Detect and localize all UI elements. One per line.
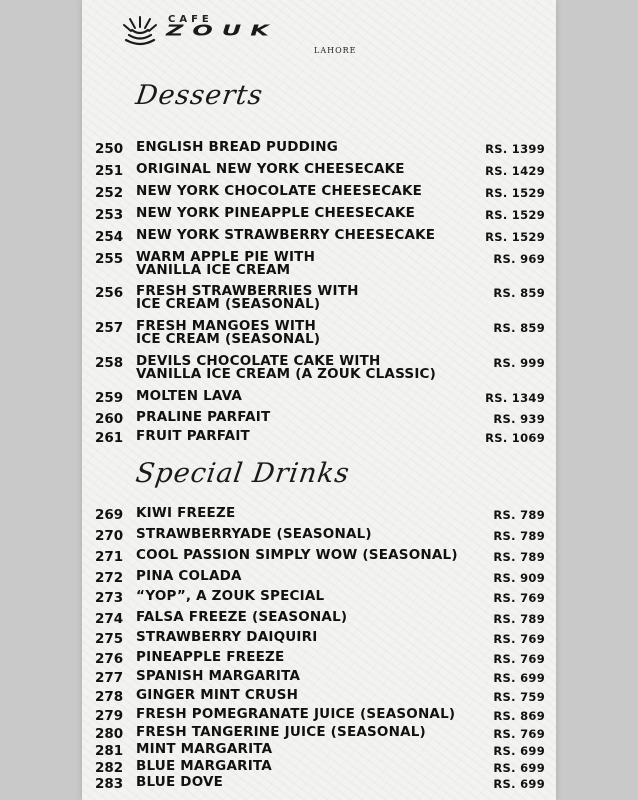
item-name-line: DEVILS CHOCOLATE CAKE WITH [136, 353, 381, 369]
item-name-line: FRESH TANGERINE JUICE (SEASONAL) [136, 724, 426, 740]
item-name-line-2: VANILLA ICE CREAM (A ZOUK CLASSIC) [136, 366, 437, 382]
item-name-line: “YOP”, A ZOUK SPECIAL [136, 588, 325, 604]
item-number: 277 [95, 670, 124, 686]
item-number: 273 [95, 590, 124, 606]
item-number: 270 [95, 528, 124, 544]
desserts-title: Desserts [133, 80, 266, 111]
item-price: RS. 1529 [485, 186, 545, 200]
item-price: RS. 789 [493, 550, 545, 564]
item-name-line: ENGLISH BREAD PUDDING [136, 139, 339, 155]
item-name [136, 631, 496, 644]
item-price: RS. 869 [493, 709, 545, 723]
item-name-line-2: ICE CREAM (SEASONAL) [136, 296, 321, 312]
item-name-line: STRAWBERRYADE (SEASONAL) [136, 526, 372, 542]
item-price: RS. 1529 [485, 230, 545, 244]
item-price: RS. 999 [493, 356, 545, 370]
item-name-line-2: VANILLA ICE CREAM [136, 262, 291, 278]
item-number: 254 [95, 229, 124, 245]
item-name [136, 570, 496, 583]
item-name-line: PINEAPPLE FREEZE [136, 649, 285, 665]
item-name [136, 590, 496, 603]
item-price: RS. 859 [493, 321, 545, 335]
item-number: 260 [95, 411, 124, 427]
item-name [136, 611, 496, 624]
item-number: 253 [95, 207, 124, 223]
item-name [136, 549, 496, 562]
item-name [136, 207, 496, 220]
cafe-zouk-logo [122, 12, 362, 58]
item-name-line: GINGER MINT CRUSH [136, 687, 299, 703]
item-price: RS. 1529 [485, 208, 545, 222]
item-price: RS. 939 [493, 412, 545, 426]
item-name [136, 689, 496, 702]
item-name [136, 430, 496, 443]
item-number: 252 [95, 185, 124, 201]
item-name-line: FRESH POMEGRANATE JUICE (SEASONAL) [136, 706, 456, 722]
item-name [136, 528, 496, 541]
item-name [136, 651, 496, 664]
item-price: RS. 789 [493, 508, 545, 522]
item-number: 258 [95, 355, 124, 371]
item-name-line-2: ICE CREAM (SEASONAL) [136, 331, 321, 347]
logo-cafe-text: CAFE [168, 14, 213, 25]
menu-page [82, 0, 556, 800]
item-name [136, 743, 496, 756]
item-name [136, 185, 496, 198]
item-name-line: SPANISH MARGARITA [136, 668, 301, 684]
item-number: 256 [95, 285, 124, 301]
item-number: 271 [95, 549, 124, 565]
item-price: RS. 909 [493, 571, 545, 585]
item-name [136, 390, 496, 403]
item-number: 269 [95, 507, 124, 523]
item-number: 257 [95, 320, 124, 336]
item-number: 282 [95, 760, 124, 776]
item-name [136, 141, 496, 154]
item-name [136, 411, 496, 424]
item-number: 280 [95, 726, 124, 742]
item-number: 275 [95, 631, 124, 647]
item-price: RS. 699 [493, 744, 545, 758]
item-number: 259 [95, 390, 124, 406]
item-name-line: MINT MARGARITA [136, 741, 273, 757]
special-drinks-title: Special Drinks [133, 458, 352, 489]
item-name-line: FRUIT PARFAIT [136, 428, 250, 444]
item-name [136, 726, 496, 739]
item-name [136, 708, 496, 721]
item-price: RS. 1069 [485, 431, 545, 445]
item-price: RS. 1349 [485, 391, 545, 405]
item-number: 274 [95, 611, 124, 627]
item-name-line: COOL PASSION SIMPLY WOW (SEASONAL) [136, 547, 458, 563]
item-name-line: WARM APPLE PIE WITH [136, 249, 316, 265]
logo-zouk-text: ZOUK [166, 22, 278, 40]
item-number: 251 [95, 163, 124, 179]
item-name [136, 229, 496, 242]
item-number: 283 [95, 776, 124, 792]
item-number: 281 [95, 743, 124, 759]
item-name [136, 320, 496, 346]
item-name-line: MOLTEN LAVA [136, 388, 243, 404]
item-name [136, 670, 496, 683]
item-price: RS. 1429 [485, 164, 545, 178]
item-name-line: STRAWBERRY DAIQUIRI [136, 629, 318, 645]
item-price: RS. 769 [493, 727, 545, 741]
sun-fan-logo-icon [122, 14, 158, 50]
item-name-line: FALSA FREEZE (SEASONAL) [136, 609, 348, 625]
item-price: RS. 1399 [485, 142, 545, 156]
item-name-line: PINA COLADA [136, 568, 242, 584]
item-price: RS. 769 [493, 652, 545, 666]
item-number: 261 [95, 430, 124, 446]
item-name-line: FRESH MANGOES WITH [136, 318, 316, 334]
item-number: 279 [95, 708, 124, 724]
item-price: RS. 789 [493, 529, 545, 543]
item-price: RS. 699 [493, 777, 545, 791]
item-number: 255 [95, 251, 124, 267]
item-name [136, 285, 496, 311]
item-name-line: BLUE DOVE [136, 774, 224, 790]
item-name [136, 355, 496, 381]
item-number: 272 [95, 570, 124, 586]
item-name-line: NEW YORK CHOCOLATE CHEESECAKE [136, 183, 423, 199]
item-name-line: NEW YORK STRAWBERRY CHEESECAKE [136, 227, 436, 243]
item-name-line: FRESH STRAWBERRIES WITH [136, 283, 359, 299]
item-name [136, 760, 496, 773]
logo-city-text: LAHORE [314, 46, 357, 55]
item-name-line: KIWI FREEZE [136, 505, 236, 521]
item-name [136, 163, 496, 176]
item-price: RS. 789 [493, 612, 545, 626]
item-name [136, 507, 496, 520]
item-price: RS. 759 [493, 690, 545, 704]
item-number: 276 [95, 651, 124, 667]
item-name-line: BLUE MARGARITA [136, 758, 272, 774]
item-name-line: NEW YORK PINEAPPLE CHEESECAKE [136, 205, 416, 221]
item-name [136, 251, 496, 277]
item-price: RS. 699 [493, 761, 545, 775]
item-name-line: PRALINE PARFAIT [136, 409, 271, 425]
item-number: 250 [95, 141, 124, 157]
item-price: RS. 969 [493, 252, 545, 266]
item-name [136, 776, 496, 789]
item-name-line: ORIGINAL NEW YORK CHEESECAKE [136, 161, 405, 177]
item-price: RS. 859 [493, 286, 545, 300]
item-number: 278 [95, 689, 124, 705]
item-price: RS. 769 [493, 632, 545, 646]
item-price: RS. 699 [493, 671, 545, 685]
item-price: RS. 769 [493, 591, 545, 605]
